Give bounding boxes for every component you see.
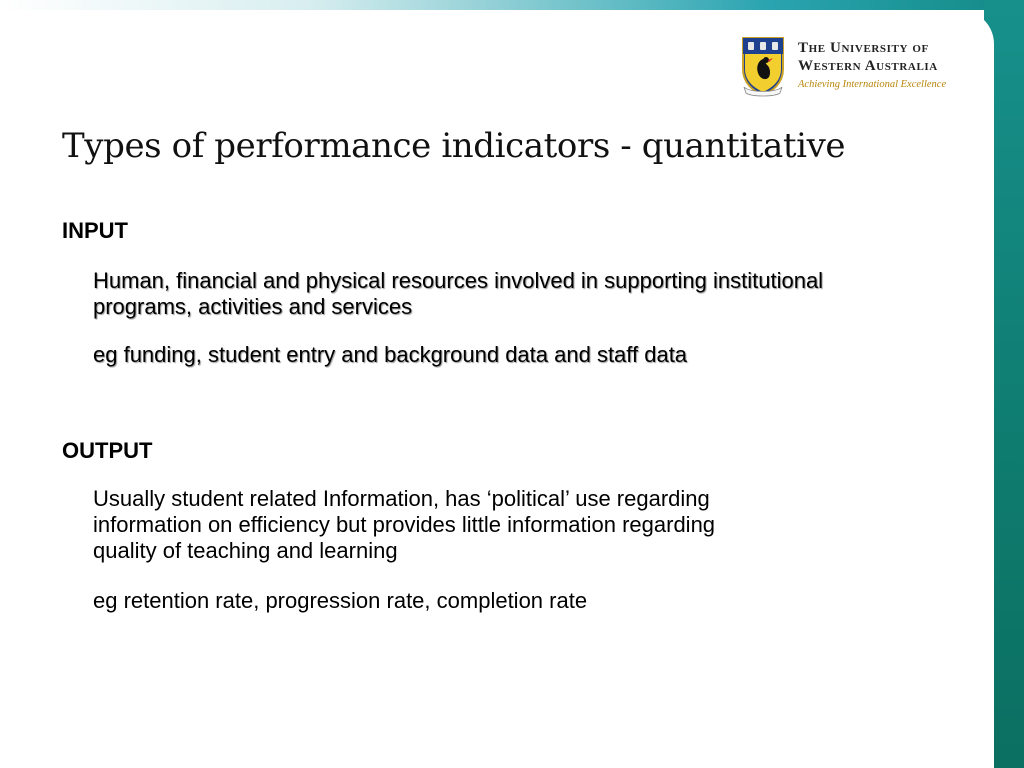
input-examples: eg funding, student entry and background data and staff data: [93, 342, 688, 367]
university-name-line2: Western Australia: [798, 58, 938, 75]
output-description: Usually student related Information, has ‘political’ use regarding information on efficiency but provides little information regarding quality of teaching and learning: [93, 486, 716, 563]
top-accent-band: [0, 0, 1024, 10]
output-examples: eg retention rate, progression rate, completion rate: [93, 588, 588, 613]
university-tagline: Achieving International Excellence: [798, 79, 947, 91]
slide-title: Types of performance indicators - quantitative: [62, 126, 846, 166]
section-heading-input: INPUT: [62, 218, 128, 243]
university-logo: [740, 34, 960, 98]
section-heading-output: OUTPUT: [62, 438, 153, 463]
crest-icon: [740, 35, 786, 97]
slide-panel: [0, 10, 994, 768]
university-name-line1: The University of: [798, 40, 929, 57]
input-description: Human, financial and physical resources involved in supporting institutional programs, activities and services: [93, 268, 824, 319]
